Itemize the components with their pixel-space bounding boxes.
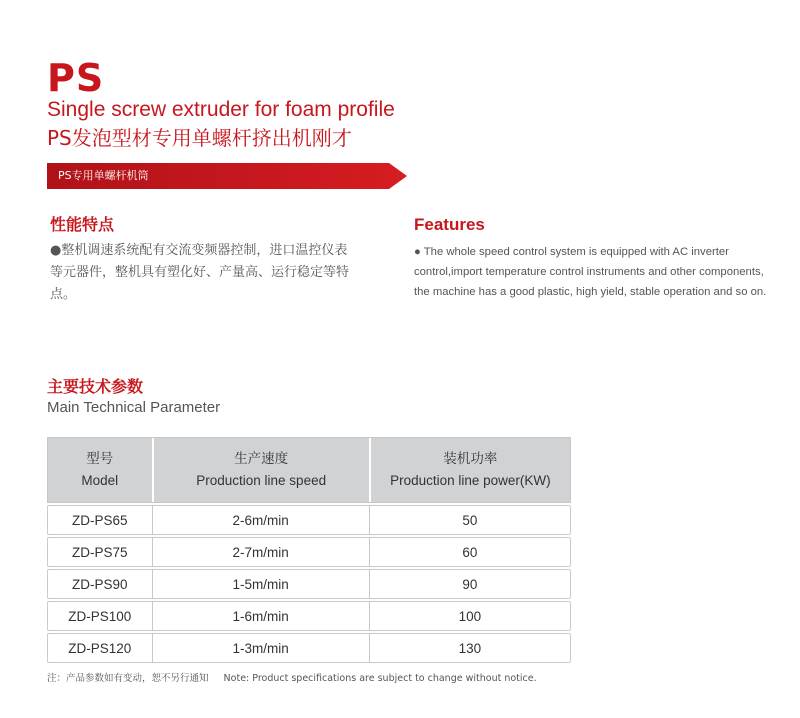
features-text-en: ● The whole speed control system is equipped with AC inverter control,import temperature control instruments and other components, the machine has a good plastic, high yield, stable operation and so on.: [414, 246, 767, 298]
table-row: [47, 505, 571, 535]
cell-speed: 1-5m/min: [152, 570, 369, 598]
header-power: [369, 438, 570, 502]
footnote-en: Note: Product specifications are subject to change without notice.: [223, 673, 537, 684]
params-heading-cn: 主要技术参数: [47, 377, 144, 396]
product-title: PS: [47, 56, 105, 100]
cell-speed: 1-6m/min: [152, 602, 369, 630]
cell-model: ZD-PS65: [72, 512, 128, 528]
footnote-cn: 注：产品参数如有变动，恕不另行通知: [47, 673, 209, 684]
table-row: [47, 601, 571, 631]
footnote: [47, 672, 549, 686]
params-heading-en: Main Technical Parameter: [47, 399, 221, 416]
header-power-cn: 装机功率: [443, 451, 498, 466]
cell-power: 90: [369, 570, 570, 598]
cell-speed: 2-6m/min: [152, 506, 369, 534]
cell-speed: 1-3m/min: [152, 634, 369, 662]
header-model-en: Model: [81, 473, 119, 488]
features-text-cn: ●整机调速系统配有交流变频器控制，进口温控仪表等元器件，整机具有塑化好、产量高、运行稳定等特点。: [50, 243, 350, 302]
features-heading-en: Features: [414, 215, 485, 234]
product-subtitle-cn: PS发泡型材专用单螺杆挤出机刚才: [47, 126, 352, 150]
banner-label: PS专用单螺杆机筒: [58, 169, 149, 182]
header-speed-cn: 生产速度: [234, 451, 289, 466]
header-power-en: Production line power(KW): [390, 473, 551, 488]
cell-speed: 2-7m/min: [152, 538, 369, 566]
table-header: [47, 437, 571, 503]
header-speed: [152, 438, 369, 502]
spec-table: [47, 437, 571, 663]
table-row: [47, 633, 571, 663]
cell-power: 60: [369, 538, 570, 566]
cell-model: ZD-PS120: [68, 640, 132, 656]
features-heading-cn: 性能特点: [50, 215, 115, 234]
table-row: [47, 537, 571, 567]
cell-power: 50: [369, 506, 570, 534]
header-model: [48, 438, 152, 502]
cell-power: 130: [369, 634, 570, 662]
header-speed-en: Production line speed: [196, 473, 327, 488]
header-model-cn: 型号: [86, 451, 114, 466]
cell-power: 100: [369, 602, 570, 630]
cell-model: ZD-PS75: [72, 544, 128, 560]
product-subtitle-en: Single screw extruder for foam profile: [47, 98, 395, 121]
table-row: [47, 569, 571, 599]
cell-model: ZD-PS90: [72, 576, 128, 592]
cell-model: ZD-PS100: [68, 608, 132, 624]
